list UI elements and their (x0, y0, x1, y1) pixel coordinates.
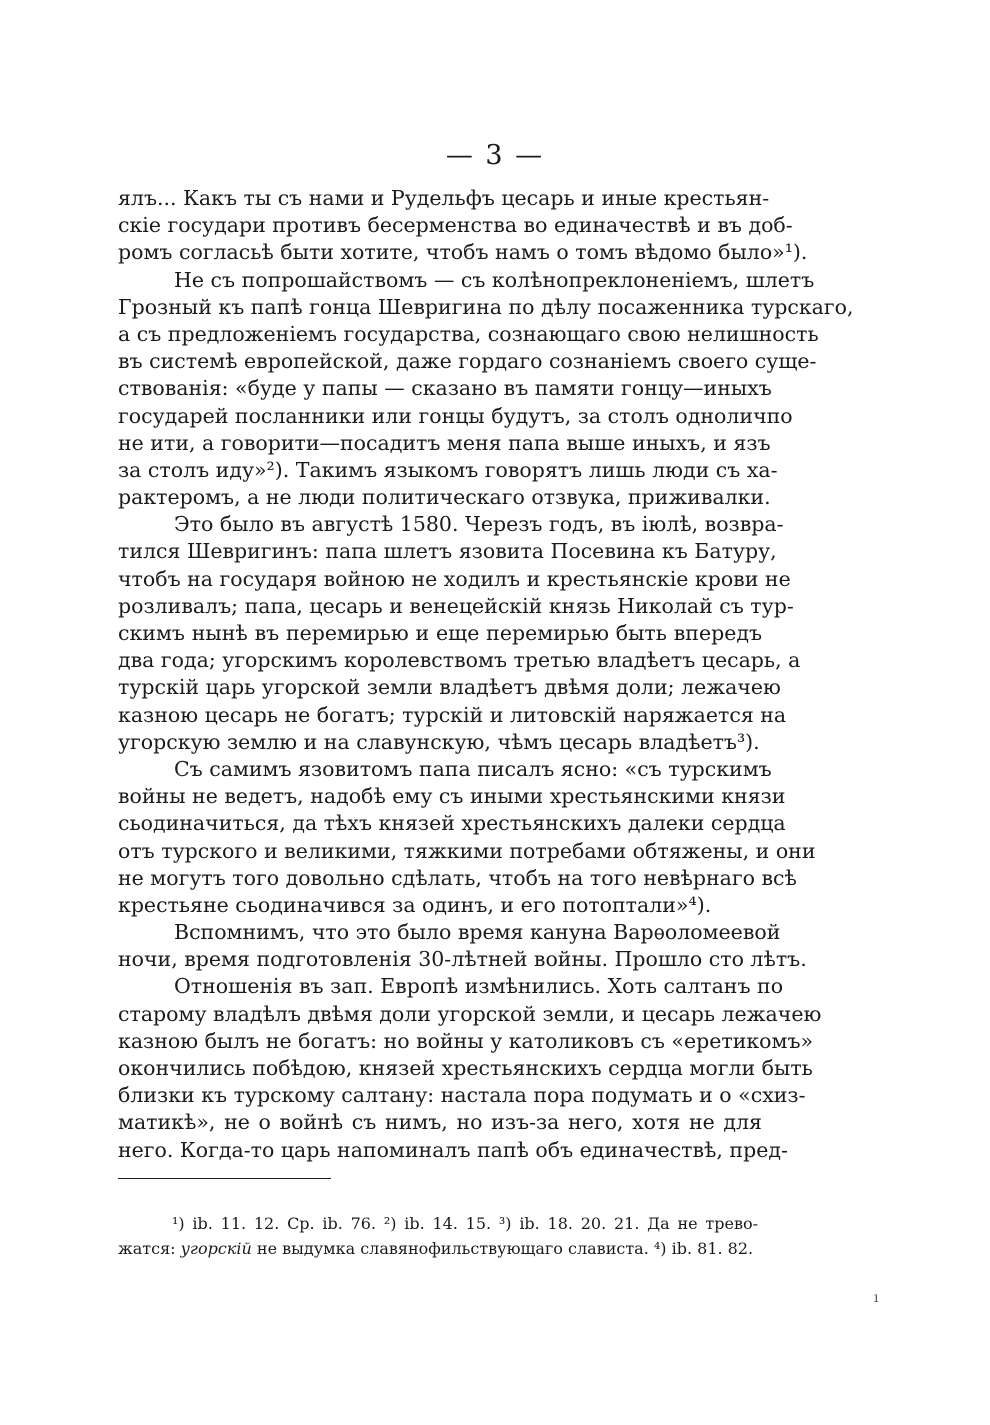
text-line: Грозный къ папѣ гонца Шевригина по дѣлу посаженника турскаго, (118, 294, 854, 319)
text-line: угорскую землю и на славунскую, чѣмъ цесарь владѣетъ³). (118, 729, 760, 754)
text-line: сьодиначиться, да тѣхъ князей хрестьянскихъ далеки сердца (118, 811, 786, 836)
text-line: государей посланники или гонцы будутъ, за столъ одноличпо (118, 403, 793, 428)
text-line: отъ турского и великими, тяжкими потребами обтяжены, и они (118, 838, 816, 863)
text-line: турскій царь угорской земли владѣетъ двѣмя доли; лежачею (118, 675, 781, 700)
text-line: Отношенія въ зап. Европѣ измѣнились. Хоть салтанъ по (174, 974, 784, 999)
text-line: два года; угорскимъ королевствомъ третью владѣетъ цесарь, а (118, 648, 801, 673)
margin-mark: ı (874, 1290, 879, 1306)
body-text (118, 185, 854, 1164)
text-line: скимъ нынѣ въ перемирью и еще перемирью быть впередъ (118, 621, 762, 645)
text-line: Не съ попрошайствомъ — съ колѣнопреклоненіемъ, шлетъ (174, 267, 815, 292)
text-line: Это было въ августѣ 1580. Черезъ годъ, въ іюлѣ, возвра- (174, 512, 784, 537)
text-line: Съ самимъ язовитомъ папа писалъ ясно: «съ турскимъ (174, 756, 772, 781)
text-line: крестьяне сьодиначився за одинъ, и его потоптали»⁴). (118, 892, 712, 917)
text-line: Вспомнимъ, что это было время кануна Варѳоломеевой (174, 920, 781, 945)
text-line: рактеромъ, а не люди политическаго отзвука, приживалки. (118, 485, 771, 510)
text-line: старому владѣлъ двѣмя доли угорской земли, и цесарь лежачею (118, 1001, 822, 1026)
text-line: ромъ согласьѣ быти хотите, чтобъ намъ о томъ вѣдомо было»¹). (118, 240, 808, 265)
text-line: казною цесарь не богатъ; турскій и литовскій наряжается на (118, 702, 787, 727)
text-line: въ системѣ европейской, даже гордаго сознаніемъ своего суще- (118, 349, 817, 374)
page-number: — 3 — (445, 140, 545, 171)
text-line: войны не ведетъ, надобѣ ему съ иными хрестьянскими князи (118, 784, 786, 809)
text-line: окончились побѣдою, князей хрестьянскихъ сердца могли быть (118, 1056, 813, 1080)
text-line: не могутъ того довольно сдѣлать, чтобъ на того невѣрнаго всѣ (118, 865, 797, 890)
text-line: него. Когда-то царь напоминалъ папѣ объ единачествѣ, пред- (118, 1137, 788, 1162)
text-line: розливалъ; папа, цесарь и венецейскій князь Николай съ тур- (118, 593, 794, 618)
footnote-line: ¹) ib. 11. 12. Cp. ib. 76. ²) ib. 14. 15. ³) ib. 18. 20. 21. Да не трево- (172, 1214, 758, 1233)
text-line: не ити, а говорити—посадитъ меня папа выше иныхъ, и язъ (118, 430, 771, 455)
footnote-text: жатся: (118, 1238, 181, 1258)
text-line: тился Шевригинъ: папа шлетъ язовита Посевина къ Батуру, (118, 539, 777, 564)
text-line: за столъ иду»²). Такимъ языкомъ говорятъ лишь люди съ ха- (118, 457, 778, 482)
text-line: ялъ... Какъ ты съ нами и Рудельфъ цесарь и иные крестьян- (118, 186, 770, 210)
footnote-text: не выдумка славянофильствующаго слависта. ⁴) ib. 81. 82. (251, 1238, 754, 1258)
footnote-separator (118, 1178, 331, 1179)
text-line: казною былъ не богатъ: но войны у католиковъ съ «еретикомъ» (118, 1028, 814, 1053)
text-line: близки къ турскому салтану: настала пора подумать и о «схиз- (118, 1083, 806, 1108)
text-line: чтобъ на государя войною не ходилъ и крестьянскіе крови не (118, 566, 791, 591)
text-line: ствованія: «буде у папы — сказано въ памяти гонцу—иныхъ (118, 376, 772, 401)
text-line: а съ предложеніемъ государства, сознающаго свою нелишность (118, 321, 819, 346)
footnotes (118, 1212, 758, 1261)
footnote-line (118, 1237, 758, 1262)
footnote-italic-term: угорскій (180, 1238, 252, 1258)
text-line: матикѣ», не о войнѣ съ нимъ, но изъ-за него, хотя не для (118, 1110, 762, 1135)
text-line: скіе государи противъ бесерменства во единачествѣ и въ доб- (118, 213, 793, 238)
text-line: ночи, время подготовленія 30-лѣтней войны. Прошло сто лѣтъ. (118, 947, 807, 972)
